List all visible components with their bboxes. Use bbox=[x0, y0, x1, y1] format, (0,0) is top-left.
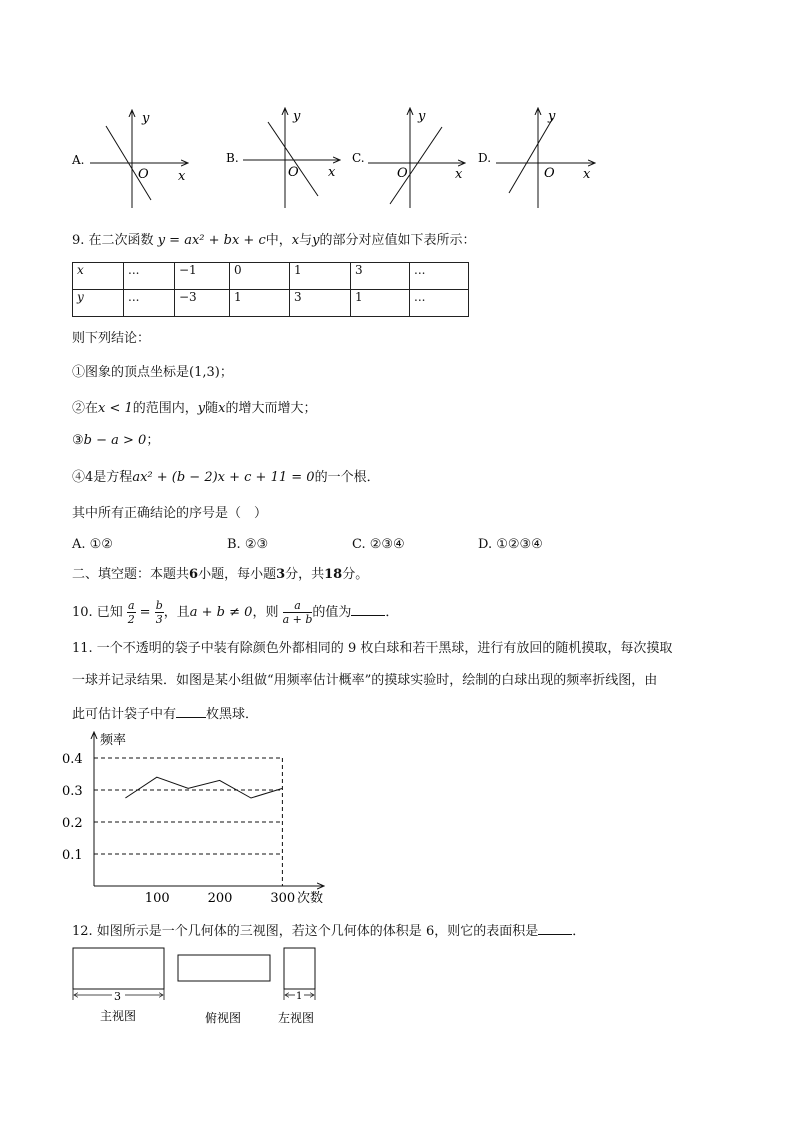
x-tick-label: 100 bbox=[144, 891, 170, 906]
section-2-c: 小题，每小题 bbox=[198, 567, 277, 582]
y-axis-label: 频率 bbox=[100, 733, 127, 748]
q9-c4-c: 是方程 bbox=[93, 470, 133, 485]
q9-c2-x: x bbox=[218, 401, 226, 416]
fraction-numerator: a bbox=[283, 599, 313, 613]
y-tick-label: 0.4 bbox=[62, 752, 83, 767]
option-a-x-label: x bbox=[178, 169, 186, 184]
table-cell: 0 bbox=[230, 263, 290, 290]
option-d-label: D. bbox=[478, 151, 492, 165]
option-d-y-label: y bbox=[548, 109, 556, 124]
q9-var-y: y bbox=[312, 233, 320, 248]
q10-fraction-1 bbox=[127, 599, 136, 626]
section-2-count: 6 bbox=[189, 567, 199, 582]
option-a-y-label: y bbox=[142, 111, 150, 126]
three-views-diagram bbox=[60, 940, 340, 1035]
q9-c4-num: 4 bbox=[85, 470, 94, 485]
front-dimension: 3 bbox=[114, 990, 121, 1003]
q12-answer-blank[interactable] bbox=[538, 922, 572, 935]
q10-e: 的值为 bbox=[312, 605, 352, 620]
q9-intro: 则下列结论： bbox=[72, 331, 151, 346]
option-c-graph bbox=[352, 108, 465, 208]
q9-c1-end: ； bbox=[219, 365, 233, 380]
q12-end: ． bbox=[572, 924, 586, 939]
q12-stem bbox=[72, 922, 585, 940]
q11-line-3-a: 此可估计袋子中有 bbox=[72, 707, 177, 722]
y-tick-label: 0.3 bbox=[62, 784, 83, 799]
table-cell: 3 bbox=[290, 290, 351, 317]
q9-c2-g: 的增大而增大； bbox=[225, 401, 317, 416]
q10-fraction-3 bbox=[283, 599, 313, 626]
table-cell: ... bbox=[124, 290, 175, 317]
option-a-origin: O bbox=[138, 167, 149, 182]
q8-options bbox=[0, 100, 794, 215]
fraction-denominator: a + b bbox=[282, 613, 313, 626]
x-tick-label: 200 bbox=[207, 891, 233, 906]
table-cell: ... bbox=[410, 290, 469, 317]
section-2-e: 分，共 bbox=[285, 567, 325, 582]
fraction-numerator: a bbox=[127, 599, 135, 612]
top-view-label: 俯视图 bbox=[205, 1011, 242, 1025]
q12-text: 12. 如图所示是一个几何体的三视图，若这个几何体的体积是 6，则它的表面积是 bbox=[72, 924, 539, 939]
q11-line-2: 一球并记录结果．如图是某小组做“用频率估计概率”的摸球实验时，绘制的白球出现的频率折线图，由 bbox=[72, 673, 658, 688]
front-view-rect bbox=[73, 948, 164, 989]
side-view-label: 左视图 bbox=[278, 1011, 315, 1025]
option-c-y-label: y bbox=[418, 109, 426, 124]
q9-c2-a: ②在 bbox=[72, 401, 99, 416]
q9-c2-y: y bbox=[197, 401, 206, 416]
table-cell: −1 bbox=[175, 263, 230, 290]
y-tick-label: 0.2 bbox=[62, 816, 83, 831]
q9-c2-c: 的范围内， bbox=[132, 401, 198, 416]
q10 bbox=[72, 597, 398, 629]
option-d-graph bbox=[478, 108, 595, 208]
q9-stem-mid: 中， bbox=[265, 233, 292, 248]
q9-stem bbox=[72, 233, 475, 249]
option-b-graph bbox=[226, 108, 340, 208]
q9-choice-a: A. ①② bbox=[72, 537, 113, 552]
section-2-g: 分。 bbox=[342, 567, 369, 582]
q9-conclusion-1 bbox=[72, 365, 233, 381]
section-2-points-each: 3 bbox=[276, 567, 286, 582]
q9-conclusion-2 bbox=[72, 401, 317, 417]
q10-b: ，且 bbox=[163, 605, 190, 620]
q9-c4-a: ④ bbox=[72, 470, 86, 485]
table-cell: y bbox=[73, 290, 124, 317]
q11-answer-blank[interactable] bbox=[176, 705, 206, 718]
table-cell: −3 bbox=[175, 290, 230, 317]
option-d-x-label: x bbox=[583, 167, 591, 182]
q11-line-1: 11. 一个不透明的袋子中装有除颜色外都相同的 9 枚白球和若干黑球，进行有放回的随机摸取，每次摸取 bbox=[72, 641, 673, 656]
q9-c3-end: ； bbox=[146, 433, 160, 448]
frequency-chart bbox=[60, 728, 340, 912]
fraction-denominator: 2 bbox=[127, 613, 135, 626]
q10-fraction-2 bbox=[155, 599, 164, 626]
fraction-denominator: 3 bbox=[155, 613, 163, 626]
option-c-origin: O bbox=[397, 166, 408, 181]
q9-var-x: x bbox=[291, 233, 300, 248]
table-cell: x bbox=[73, 263, 124, 290]
q10-condition: a + b ≠ 0 bbox=[189, 605, 253, 620]
q11-line-3 bbox=[72, 705, 258, 723]
table-cell: 1 bbox=[290, 263, 351, 290]
q8-graphs bbox=[0, 100, 794, 215]
option-b-y-label: y bbox=[293, 109, 301, 124]
option-d-origin: O bbox=[544, 166, 555, 181]
option-b-label: B. bbox=[226, 151, 239, 165]
q9-conclusion-3 bbox=[72, 433, 159, 449]
q9-choice-b: B. ②③ bbox=[227, 537, 269, 552]
table-cell: 1 bbox=[230, 290, 290, 317]
side-view-rect bbox=[284, 948, 315, 989]
q10-a: 10. 已知 bbox=[72, 605, 123, 620]
front-view-label: 主视图 bbox=[100, 1009, 137, 1023]
section-2-total: 18 bbox=[324, 567, 343, 582]
q9-choice-c: C. ②③④ bbox=[352, 537, 405, 552]
q10-equals: = bbox=[139, 605, 151, 620]
q11-line-3-b: 枚黑球． bbox=[206, 707, 259, 722]
option-b-x-label: x bbox=[328, 165, 336, 180]
q9-stem-suffix: 的部分对应值如下表所示： bbox=[319, 233, 476, 248]
option-b-origin: O bbox=[288, 165, 299, 180]
section-2-a: 二、填空题：本题共 bbox=[72, 567, 190, 582]
table-row bbox=[73, 263, 469, 290]
table-cell: ... bbox=[124, 263, 175, 290]
q9-stem-prefix: 9. 在二次函数 bbox=[72, 233, 154, 248]
y-tick-label: 0.1 bbox=[62, 848, 83, 863]
q9-choice-d: D. ①②③④ bbox=[478, 537, 543, 552]
q9-c2-e: 随 bbox=[205, 401, 219, 416]
q9-question: 其中所有正确结论的序号是（ ） bbox=[72, 506, 268, 521]
x-tick-label: 300 bbox=[270, 891, 296, 906]
side-dimension: 1 bbox=[296, 991, 303, 1002]
table-cell: 1 bbox=[351, 290, 410, 317]
option-a-graph bbox=[71, 110, 188, 208]
x-axis-label: 次数 bbox=[297, 891, 324, 906]
q9-conclusion-4 bbox=[72, 470, 380, 486]
q10-d: ，则 bbox=[252, 605, 279, 620]
q12-three-views bbox=[60, 940, 340, 1039]
frequency-line-chart bbox=[60, 728, 340, 908]
q9-c3-a: ③ bbox=[72, 433, 84, 448]
series-line bbox=[125, 777, 282, 798]
q9-value-table bbox=[72, 262, 469, 317]
q9-stem-with: 与 bbox=[299, 233, 313, 248]
q9-c1-text: ①图象的顶点坐标是 bbox=[72, 365, 190, 380]
table-cell: 3 bbox=[351, 263, 410, 290]
q10-f: ． bbox=[385, 605, 399, 620]
table-cell: ... bbox=[410, 263, 469, 290]
q9-c2-range: x < 1 bbox=[98, 401, 133, 416]
q9-c4-equation: ax² + (b − 2)x + c + 11 = 0 bbox=[132, 470, 315, 485]
option-c-label: C. bbox=[352, 151, 365, 165]
fraction-numerator: b bbox=[155, 599, 163, 612]
option-a-label: A. bbox=[72, 153, 85, 167]
q9-c3-expr: b − a > 0 bbox=[83, 433, 147, 448]
q9-function: y = ax² + bx + c bbox=[157, 233, 266, 248]
q9-c4-e: 的一个根． bbox=[314, 470, 380, 485]
top-view-rect bbox=[178, 955, 270, 981]
table-row bbox=[73, 290, 469, 317]
q10-answer-blank[interactable] bbox=[351, 603, 385, 616]
option-c-x-label: x bbox=[455, 167, 463, 182]
section-2-heading bbox=[72, 567, 368, 583]
q9-c1-point: (1,3) bbox=[189, 365, 220, 380]
